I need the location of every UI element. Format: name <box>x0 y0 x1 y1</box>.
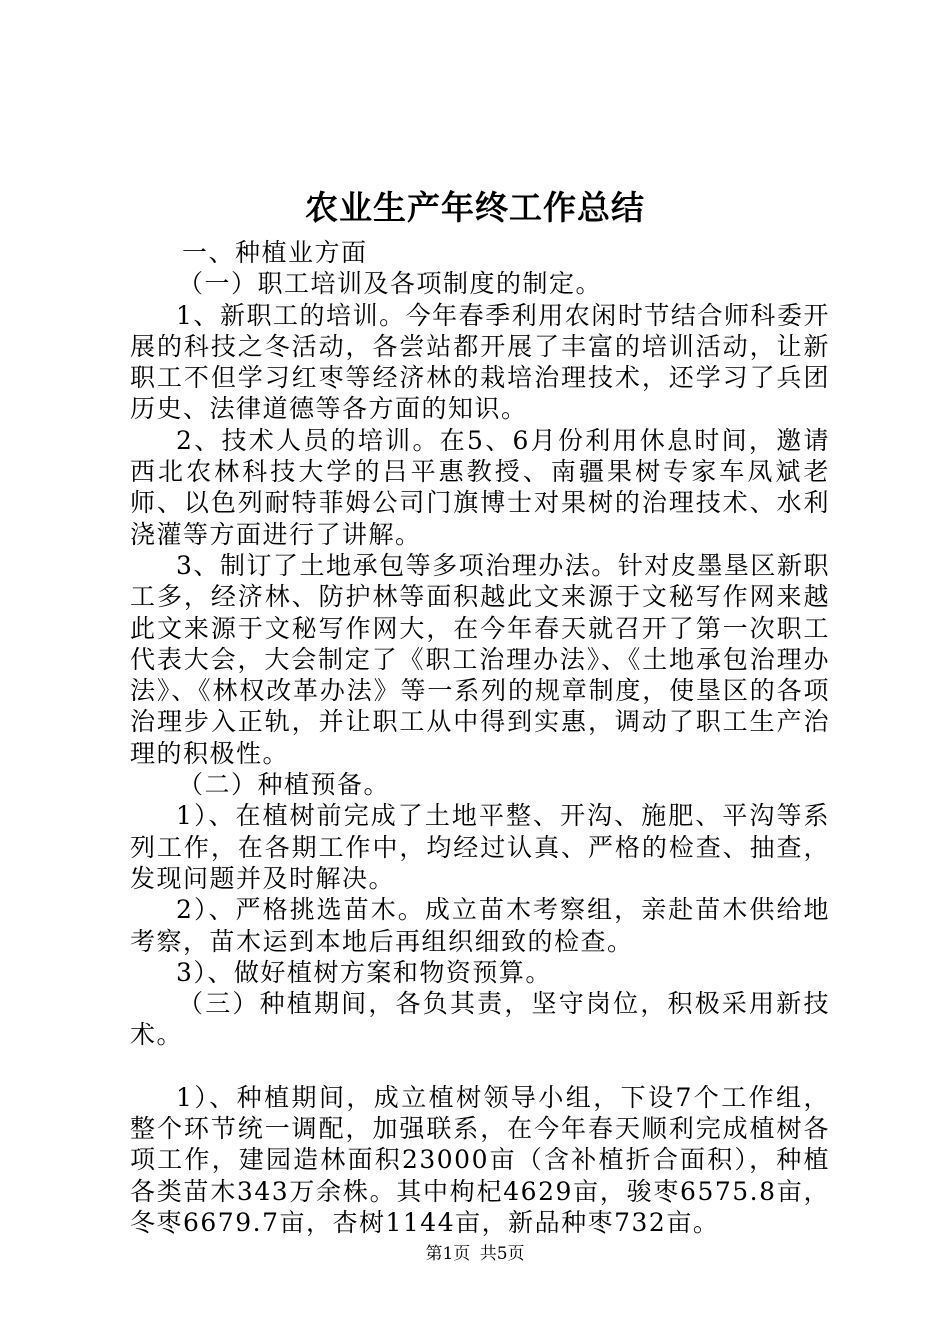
page-title: 农业生产年终工作总结 <box>305 188 645 227</box>
blank-line <box>130 1051 830 1082</box>
page-footer: 第1页 共5页 <box>425 1244 525 1264</box>
section-heading: 一、种植业方面 <box>182 238 368 267</box>
subsection-heading: （一）职工培训及各项制度的制定。 <box>178 269 603 299</box>
paragraph: 1、新职工的培训。今年春季利用农闲时节结合师科委开展的科技之冬活动，各尝站都开展了丰富的培训活动，让新职工不但学习红枣等经济林的栽培治理技术，还学习了兵团历史、法律道德等各方面的知识。 <box>130 300 830 424</box>
paragraph: 3、制订了土地承包等多项治理办法。针对皮墨垦区新职工多，经济林、防护林等面积越此文来源于文秘写作网来越此文来源于文秘写作网大，在今年春天就召开了第一次职工代表大会，大会制定了《职工治理办法》、《土地承包治理办法》、《林权改革办法》等一系列的规章制度，使垦区的各项治理步入正轨，并让职工从中得到实惠，调动了职工生产治理的积极性。 <box>130 550 830 768</box>
paragraph: 2）、严格挑选苗木。成立苗木考察组，亲赴苗木供给地考察，苗木运到本地后再组织细致的检查。 <box>130 895 830 956</box>
paragraph: 1）、种植期间，成立植树领导小组，下设7个工作组，整个环节统一调配，加强联系，在今年春天顺利完成植树各项工作，建园造林面积23000亩（含补植折合面积），种植各类苗木343万余株。其中枸杞4629亩，骏枣6575.8亩，冬枣6679.7亩，杏树1144亩，新品种枣732亩。 <box>130 1082 830 1237</box>
subsection-heading: （二）种植预备。 <box>178 770 391 800</box>
paragraph: 1）、在植树前完成了土地平整、开沟、施肥、平沟等系列工作，在各期工作中，均经过认真、严格的检查、抽查，发现问题并及时解决。 <box>130 801 830 893</box>
subsection-heading: （三）种植期间，各负其责，坚守岗位，积极采用新技术。 <box>130 989 830 1050</box>
paragraph: 3）、做好植树方案和物资预算。 <box>176 957 552 987</box>
document-body <box>130 237 830 1238</box>
paragraph: 2、技术人员的培训。在5、6月份利用休息时间，邀请西北农林科技大学的吕平惠教授、南疆果树专家车凤斌老师、以色列耐特菲姆公司门旗博士对果树的治理技术、水利浇灌等方面进行了讲解。 <box>130 425 830 549</box>
